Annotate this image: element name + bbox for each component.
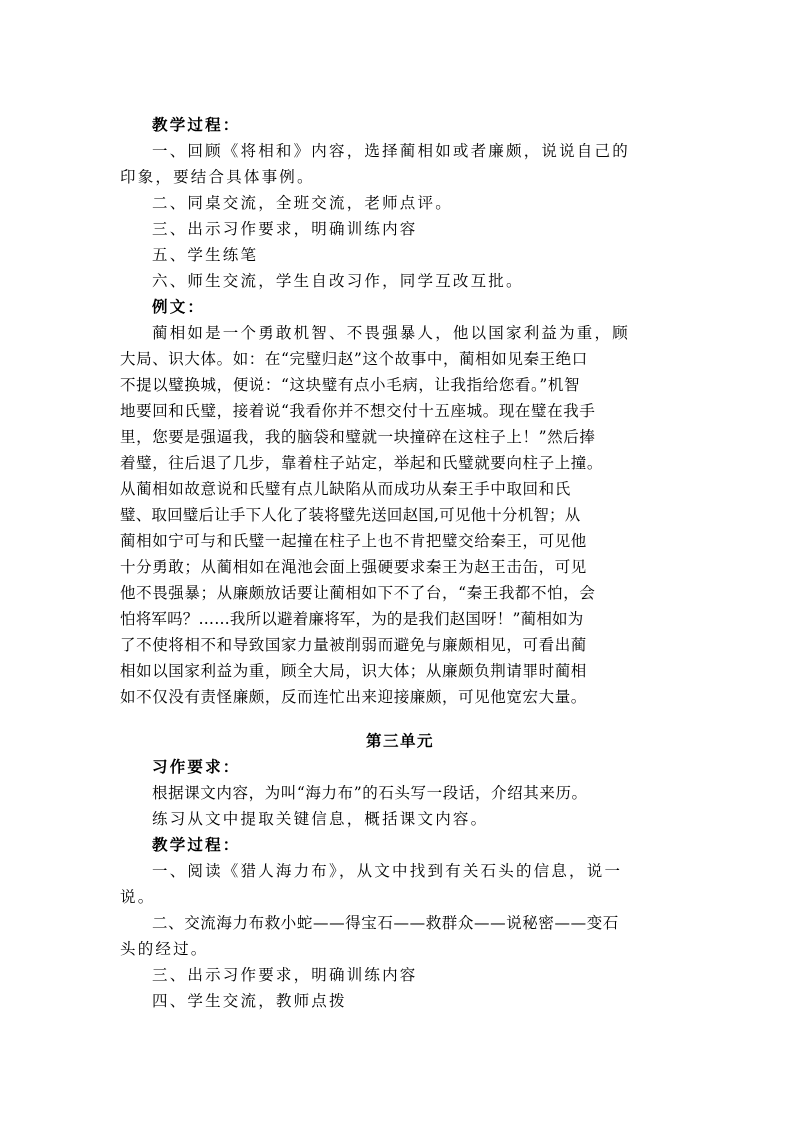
- example-line: 蔺相如是一个勇敢机智、不畏强暴人，他以国家利益为重，顾: [152, 324, 630, 342]
- unit-title: 第三单元: [365, 732, 434, 750]
- example-line: 了不使将相不和导致国家力量被削弱而避免与廉颇相见，可看出蔺: [120, 636, 587, 654]
- process-line: 一、阅读《猎人海力布》，从文中找到有关石头的信息，说一: [152, 862, 623, 880]
- example-line: 十分勇敢；从蔺相如在渑池会面上强硬要求秦王为赵王击缶，可见: [120, 558, 587, 576]
- requirement-line: 根据课文内容，为叫“海力布”的石头写一段话，介绍其来历。: [152, 784, 588, 802]
- process-line: 头的经过。: [120, 940, 209, 958]
- example-line: 他不畏强暴；从廉颇放话要让蔺相如下不了台，“秦王我都不怕，会: [120, 584, 596, 602]
- example-line: 着璧，往后退了几步，靠着柱子站定，举起和氏璧就要向柱子上撞。: [120, 454, 604, 472]
- step-line: 二、同桌交流，全班交流，老师点评。: [152, 194, 453, 212]
- example-line: 相如以国家利益为重，顾全大局，识大体；从廉颇负荆请罪时蔺相: [120, 662, 587, 680]
- example-heading: 例文：: [152, 298, 206, 316]
- process-heading: 教学过程：: [152, 836, 241, 854]
- step-line: 一、回顾《将相和》内容，选择蔺相如或者廉颇，说说自己的: [152, 142, 630, 160]
- step-line: 五、学生练笔: [152, 246, 259, 264]
- example-line: 怕将军吗？……我所以避着廉将军，为的是我们赵国呀！”蔺相如为: [120, 610, 584, 628]
- step-line: 印象，要结合具体事例。: [120, 168, 315, 186]
- example-line: 大局、识大体。如：在“完璧归赵”这个故事中，蔺相如见秦王绝口: [120, 350, 588, 368]
- process-line: 三、出示习作要求，明确训练内容: [152, 966, 418, 984]
- process-line: 四、学生交流，教师点拨: [152, 992, 347, 1010]
- example-line: 里，您要是强逼我，我的脑袋和璧就一块撞碎在这柱子上！”然后捧: [120, 428, 596, 446]
- step-line: 六、师生交流，学生自改习作，同学互改互批。: [152, 272, 524, 290]
- step-line: 三、出示习作要求，明确训练内容: [152, 220, 418, 238]
- example-line: 地要回和氏璧，接着说“我看你并不想交付十五座城。现在璧在我手: [120, 402, 596, 420]
- process-line: 二、交流海力布救小蛇——得宝石——救群众——说秘密——变石: [152, 914, 619, 932]
- example-line: 如不仅没有责怪廉颇，反而连忙出来迎接廉颇，可见他宽宏大量。: [120, 688, 587, 706]
- process-line: 说。: [120, 888, 156, 906]
- example-line: 不提以璧换城，便说：“这块璧有点小毛病，让我指给您看。”机智: [120, 376, 581, 394]
- document-page: [120, 112, 680, 1014]
- requirements-heading: 习作要求：: [152, 758, 241, 776]
- example-line: 从蔺相如故意说和氏璧有点儿缺陷从而成功从秦王手中取回和氏: [120, 480, 571, 498]
- requirement-line: 练习从文中提取关键信息，概括课文内容。: [152, 810, 489, 828]
- section-heading: 教学过程：: [152, 116, 241, 134]
- example-line: 蔺相如宁可与和氏璧一起撞在柱子上也不肯把璧交给秦王，可见他: [120, 532, 587, 550]
- example-line: 璧、取回璧后让手下人化了装将璧先送回赵国,可见他十分机智；从: [120, 506, 581, 524]
